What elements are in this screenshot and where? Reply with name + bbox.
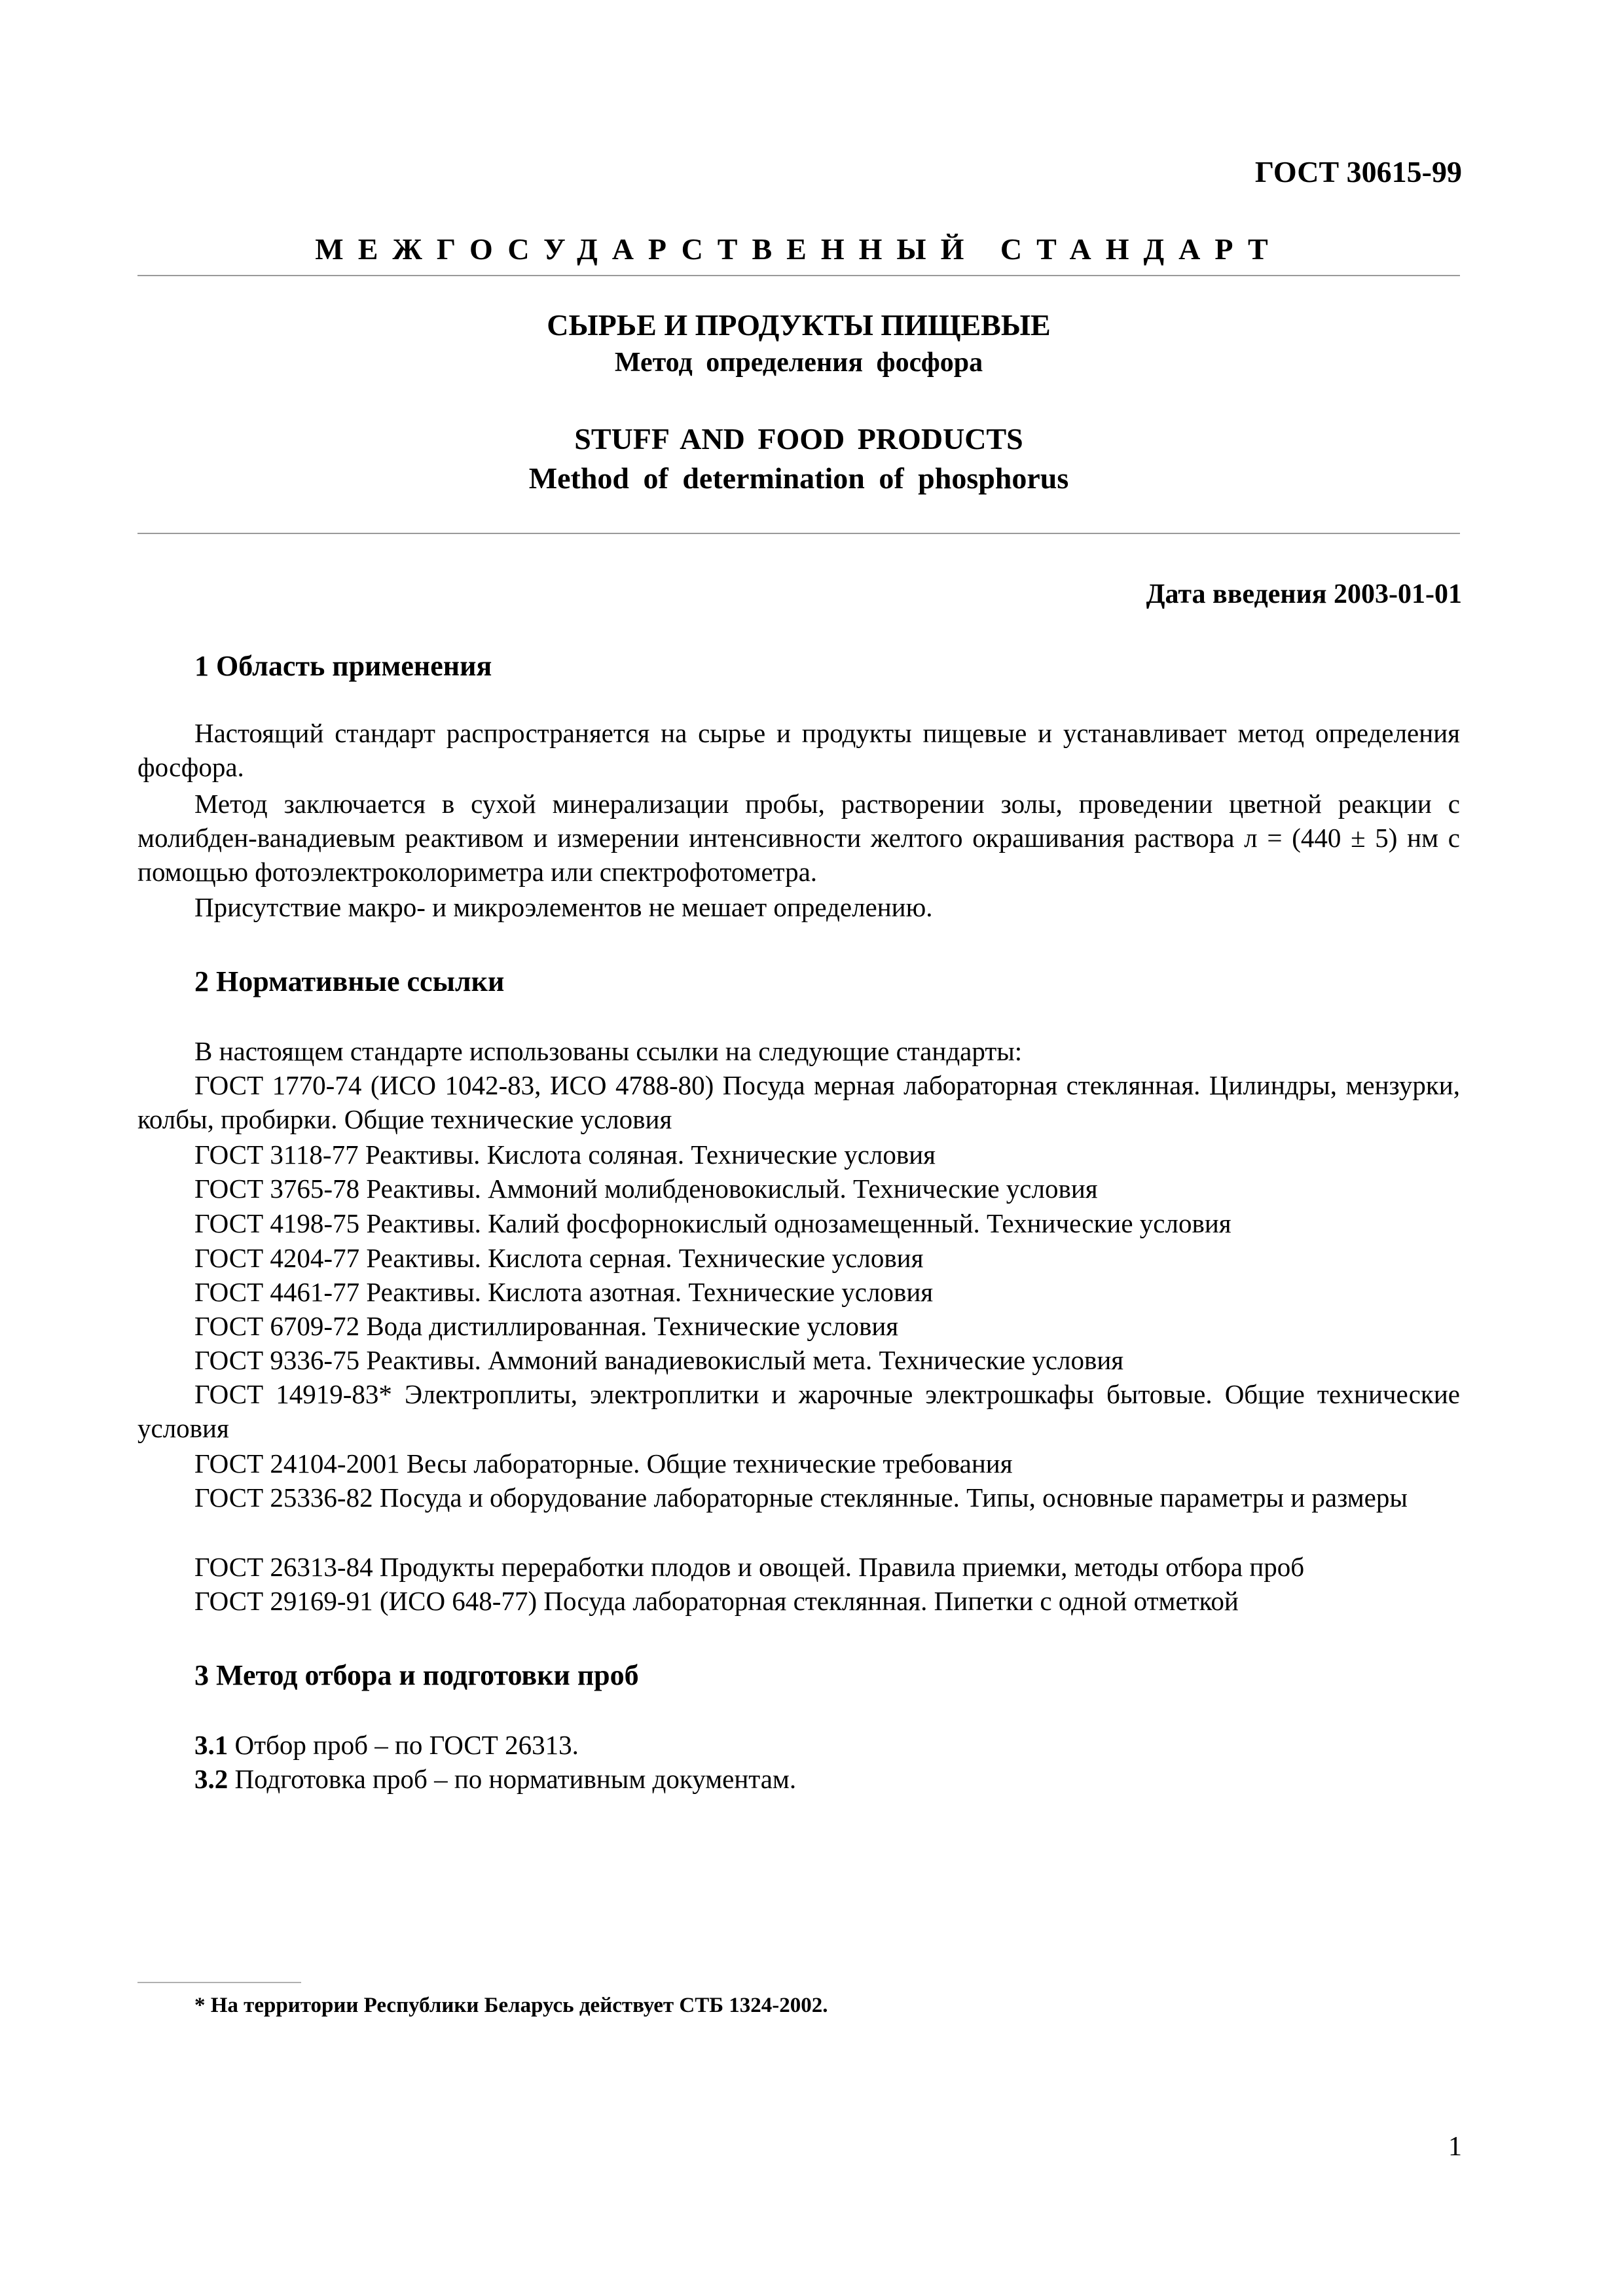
title-english: STUFF AND FOOD PRODUCTS bbox=[574, 422, 1023, 456]
reference-item: ГОСТ 3118-77 Реактивы. Кислота соляная. Технические условия bbox=[194, 1139, 936, 1170]
standard-banner: МЕЖГОСУДАРСТВЕННЫЙ СТАНДАРТ bbox=[315, 232, 1283, 266]
reference-item: ГОСТ 1770-74 (ИСО 1042-83, ИСО 4788-80) Посуда мерная лабораторная стеклянная. Цилиндры, мензурки, колбы, пробирки. Общие технические условия bbox=[137, 1070, 1460, 1134]
subtitle-english: Method of determination of phosphorus bbox=[528, 461, 1069, 495]
reference-item: ГОСТ 24104-2001 Весы лабораторные. Общие технические требования bbox=[194, 1448, 1013, 1479]
reference-item: ГОСТ 6709-72 Вода дистиллированная. Технические условия bbox=[194, 1311, 899, 1341]
footnote-divider bbox=[137, 1982, 301, 1983]
clause-item bbox=[137, 1728, 1460, 1762]
section-heading-references: 2 Нормативные ссылки bbox=[194, 965, 505, 997]
clause-text: Подготовка проб – по нормативным документам. bbox=[228, 1764, 797, 1794]
footnote: * На территории Республики Беларусь действует СТБ 1324-2002. bbox=[194, 1994, 828, 2017]
paragraph: Присутствие макро- и микроэлементов не мешает определению. bbox=[194, 892, 933, 922]
clause-text: Отбор проб – по ГОСТ 26313. bbox=[228, 1730, 579, 1760]
section-heading-scope: 1 Область применения bbox=[194, 650, 492, 682]
top-divider bbox=[137, 275, 1460, 276]
paragraph: Настоящий стандарт распространяется на сырье и продукты пищевые и устанавливает метод определения фосфора. bbox=[137, 718, 1460, 782]
clause-number: 3.1 bbox=[194, 1730, 228, 1760]
reference-item: ГОСТ 25336-82 Посуда и оборудование лабораторные стеклянные. Типы, основные параметры и размеры bbox=[194, 1482, 1408, 1513]
reference-item: ГОСТ 29169-91 (ИСО 648-77) Посуда лабораторная стеклянная. Пипетки с одной отметкой bbox=[194, 1586, 1239, 1616]
reference-item: ГОСТ 4461-77 Реактивы. Кислота азотная. Технические условия bbox=[194, 1277, 934, 1307]
clause-item bbox=[137, 1762, 1460, 1796]
introduction-date: Дата введения 2003-01-01 bbox=[1146, 579, 1462, 609]
reference-item: ГОСТ 14919-83* Электроплиты, электроплитки и жарочные электрошкафы бытовые. Общие технические условия bbox=[137, 1379, 1460, 1443]
subtitle-russian: Метод определения фосфора bbox=[614, 348, 983, 378]
page-number: 1 bbox=[1448, 2132, 1462, 2162]
title-russian: СЫРЬЕ И ПРОДУКТЫ ПИЩЕВЫЕ bbox=[547, 308, 1051, 342]
section-heading-sampling: 3 Метод отбора и подготовки проб bbox=[194, 1659, 639, 1691]
reference-item: ГОСТ 26313-84 Продукты переработки плодов и овощей. Правила приемки, методы отбора проб bbox=[194, 1552, 1305, 1582]
title-divider bbox=[137, 533, 1460, 534]
reference-item: ГОСТ 3765-78 Реактивы. Аммоний молибденовокислый. Технические условия bbox=[194, 1174, 1098, 1204]
clause-number: 3.2 bbox=[194, 1764, 228, 1794]
reference-intro: В настоящем стандарте использованы ссылки на следующие стандарты: bbox=[194, 1036, 1023, 1066]
document-number: ГОСТ 30615-99 bbox=[1254, 155, 1462, 188]
reference-item: ГОСТ 4198-75 Реактивы. Калий фосфорнокислый однозамещенный. Технические условия bbox=[194, 1208, 1231, 1238]
reference-item: ГОСТ 4204-77 Реактивы. Кислота серная. Технические условия bbox=[194, 1243, 924, 1273]
reference-item: ГОСТ 9336-75 Реактивы. Аммоний ванадиевокислый мета. Технические условия bbox=[194, 1345, 1124, 1375]
paragraph: Метод заключается в сухой минерализации пробы, растворении золы, проведении цветной реакции с молибден-ванадиевым реактивом и измерении интенсивности желтого окрашивания раствора л = (440 ± 5) нм с помощью фотоэлектроколориметра или спектрофотометра. bbox=[137, 789, 1460, 887]
